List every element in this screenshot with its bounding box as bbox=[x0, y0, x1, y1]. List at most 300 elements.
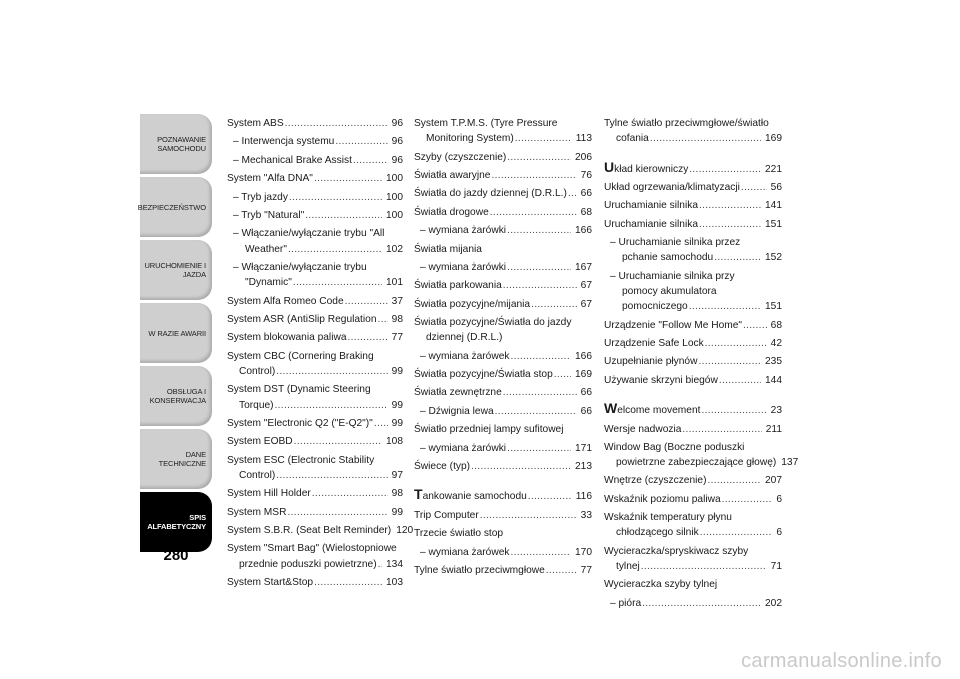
leader-dots bbox=[471, 459, 571, 474]
entry-text: Świece (typ) bbox=[414, 461, 471, 473]
index-entry[interactable] bbox=[604, 235, 782, 265]
leader-dots bbox=[314, 575, 382, 590]
entry-line bbox=[604, 336, 782, 351]
entry-heading: Wycieraczka szyby tylnej bbox=[604, 579, 718, 591]
entry-text: pchanie samochodu bbox=[622, 252, 714, 264]
leader-dots bbox=[275, 398, 388, 413]
leader-dots bbox=[287, 505, 387, 520]
chapter-tabs bbox=[137, 114, 212, 555]
entry-page: 202 bbox=[765, 597, 782, 609]
entry-page: 99 bbox=[391, 506, 403, 518]
index-entry[interactable] bbox=[227, 434, 403, 449]
entry-line bbox=[604, 318, 782, 333]
index-entry[interactable] bbox=[227, 453, 403, 483]
index-entry[interactable] bbox=[604, 269, 782, 315]
leader-dots bbox=[378, 557, 382, 572]
index-entry[interactable] bbox=[414, 186, 592, 201]
index-entry[interactable] bbox=[414, 297, 592, 312]
leader-dots bbox=[293, 275, 382, 290]
entry-text: Weather" bbox=[245, 243, 287, 255]
index-entry[interactable] bbox=[604, 401, 782, 418]
index-entry[interactable] bbox=[604, 473, 782, 488]
index-entry[interactable] bbox=[227, 541, 403, 571]
index-entry[interactable] bbox=[227, 153, 403, 168]
entry-line bbox=[414, 223, 592, 238]
entry-text: – Dźwignia lewa bbox=[420, 405, 494, 417]
entry-page: 102 bbox=[386, 243, 403, 255]
entry-line bbox=[414, 168, 592, 183]
leader-dots bbox=[288, 242, 382, 257]
entry-page: 100 bbox=[386, 209, 403, 221]
leader-dots bbox=[305, 208, 382, 223]
entry-text: Światła drogowe bbox=[414, 206, 489, 218]
entry-line bbox=[414, 404, 592, 419]
index-entry[interactable] bbox=[227, 575, 403, 590]
index-entry[interactable] bbox=[604, 422, 782, 437]
entry-line bbox=[227, 312, 403, 327]
entry-line bbox=[227, 486, 403, 501]
entry-line bbox=[414, 441, 592, 456]
index-entry[interactable] bbox=[414, 459, 592, 474]
entry-line bbox=[227, 416, 403, 431]
entry-page: 103 bbox=[386, 577, 403, 589]
leader-dots bbox=[699, 217, 761, 232]
entry-heading: Wycieraczka/spryskiwacz szyby bbox=[604, 545, 749, 557]
index-entry[interactable] bbox=[227, 523, 414, 538]
index-entry[interactable] bbox=[414, 385, 592, 400]
index-entry[interactable] bbox=[414, 508, 592, 523]
index-entry[interactable] bbox=[414, 278, 592, 293]
entry-page: 56 bbox=[770, 181, 782, 193]
index-entry[interactable] bbox=[604, 544, 782, 574]
index-entry[interactable] bbox=[227, 134, 403, 149]
entry-page: 96 bbox=[391, 136, 403, 148]
leader-dots bbox=[699, 198, 761, 213]
entry-text: "Dynamic" bbox=[245, 277, 292, 289]
entry-heading: – Włączanie/wyłączanie trybu "All bbox=[233, 228, 385, 240]
entry-page: 77 bbox=[391, 332, 403, 344]
entry-heading: System DST (Dynamic Steering bbox=[227, 384, 371, 396]
entry-text: Uzupełnianie płynów bbox=[604, 356, 698, 368]
entry-text: System Start&Stop bbox=[227, 577, 314, 589]
entry-page: 151 bbox=[765, 301, 782, 313]
entry-text: Urządzenie "Follow Me Home" bbox=[604, 319, 743, 331]
index-entry[interactable] bbox=[414, 563, 592, 578]
entry-text: System EOBD bbox=[227, 436, 293, 448]
index-entry[interactable] bbox=[414, 404, 592, 419]
entry-text: Światła parkowania bbox=[414, 280, 502, 292]
index-entry[interactable] bbox=[414, 260, 592, 275]
leader-dots bbox=[345, 294, 388, 309]
leader-dots bbox=[289, 190, 382, 205]
entry-heading: – Uruchamianie silnika przy bbox=[610, 270, 735, 282]
tab-obsluga[interactable]: OBSŁUGA I KONSERWACJA bbox=[140, 366, 212, 426]
entry-line bbox=[604, 160, 782, 177]
entry-text: System "Electronic Q2 ("E-Q2")" bbox=[227, 417, 373, 429]
index-entry[interactable] bbox=[227, 416, 403, 431]
entry-text: System Hill Holder bbox=[227, 488, 311, 500]
entry-page: 171 bbox=[575, 442, 592, 454]
leader-dots bbox=[642, 596, 761, 611]
index-entry[interactable] bbox=[227, 312, 403, 327]
entry-heading: Window Bag (Boczne poduszki bbox=[604, 441, 745, 453]
entry-page: 98 bbox=[391, 313, 403, 325]
entry-page: 77 bbox=[580, 565, 592, 576]
index-entry[interactable] bbox=[414, 150, 592, 165]
entry-heading: – Włączanie/wyłączanie trybu bbox=[233, 261, 367, 273]
entry-line bbox=[604, 492, 782, 507]
index-entry[interactable] bbox=[227, 294, 403, 309]
entry-text: – wymiana żarówek bbox=[420, 546, 510, 558]
leader-dots bbox=[507, 150, 571, 165]
entry-line bbox=[414, 186, 592, 201]
leader-dots bbox=[650, 131, 761, 146]
leader-dots bbox=[491, 168, 576, 183]
entry-heading: Tylne światło przeciwmgłowe/światło bbox=[604, 118, 769, 129]
leader-dots bbox=[312, 486, 388, 501]
entry-line bbox=[227, 116, 403, 131]
entry-page: 137 bbox=[781, 457, 799, 469]
leader-dots bbox=[510, 545, 571, 560]
entry-line bbox=[414, 367, 592, 382]
entry-text: Tylne światło przeciwmgłowe bbox=[414, 565, 545, 576]
index-entry[interactable] bbox=[414, 223, 592, 238]
leader-dots bbox=[689, 162, 761, 177]
entry-page: 211 bbox=[765, 423, 782, 435]
entry-line bbox=[227, 523, 414, 538]
index-entry[interactable] bbox=[414, 441, 592, 456]
entry-page: 99 bbox=[391, 365, 403, 377]
leader-dots bbox=[707, 473, 761, 488]
entry-text: chłodzącego silnik bbox=[616, 527, 699, 539]
entry-page: 152 bbox=[765, 252, 782, 264]
entry-line bbox=[414, 385, 592, 400]
entry-page: 37 bbox=[391, 295, 403, 307]
entry-text: Układ kierowniczy bbox=[604, 158, 689, 175]
entry-line bbox=[414, 545, 592, 560]
entry-page: 166 bbox=[575, 225, 592, 237]
entry-page: 96 bbox=[391, 154, 403, 166]
index-entry[interactable] bbox=[414, 526, 592, 541]
leader-dots bbox=[719, 373, 761, 388]
index-entry[interactable] bbox=[227, 349, 403, 379]
index-entry[interactable] bbox=[604, 116, 782, 146]
entry-heading: Wskaźnik temperatury płynu bbox=[604, 512, 732, 524]
entry-text: – Interwencja systemu bbox=[233, 136, 335, 148]
entry-line bbox=[604, 473, 782, 488]
entry-page: 169 bbox=[575, 369, 592, 381]
index-entry[interactable] bbox=[227, 190, 403, 205]
index-column-1 bbox=[227, 116, 414, 593]
entry-line bbox=[414, 563, 592, 578]
entry-line bbox=[227, 190, 403, 205]
leader-dots bbox=[495, 404, 577, 419]
entry-page: 67 bbox=[580, 280, 592, 292]
entry-line bbox=[227, 153, 403, 168]
entry-page: 42 bbox=[770, 337, 782, 349]
entry-line bbox=[604, 180, 782, 195]
entry-text: Monitoring System) bbox=[426, 133, 514, 145]
entry-text: Układ ogrzewania/klimatyzacji bbox=[604, 181, 740, 193]
entry-text: System ASR (AntiSlip Regulation bbox=[227, 313, 377, 325]
entry-line bbox=[414, 150, 592, 165]
entry-text: – pióra bbox=[610, 597, 642, 609]
entry-text: powietrzne zabezpieczające głowę) bbox=[616, 457, 777, 469]
entry-text: Światła zewnętrzne bbox=[414, 387, 502, 399]
entry-page: 6 bbox=[776, 493, 782, 505]
index-entry[interactable] bbox=[604, 318, 782, 333]
index-entry[interactable] bbox=[414, 422, 592, 437]
entry-heading: Światła pozycyjne/Światła do jazdy bbox=[414, 317, 572, 329]
leader-dots bbox=[507, 260, 571, 275]
leader-dots bbox=[507, 223, 571, 238]
leader-dots bbox=[515, 131, 572, 146]
entry-line bbox=[604, 198, 782, 213]
entry-text: Torque) bbox=[239, 399, 274, 411]
entry-line bbox=[227, 275, 403, 290]
entry-line bbox=[414, 508, 592, 523]
entry-text: Wnętrze (czyszczenie) bbox=[604, 475, 707, 487]
entry-line bbox=[227, 468, 403, 483]
index-entry[interactable] bbox=[227, 208, 403, 223]
entry-page: 23 bbox=[770, 405, 782, 417]
leader-dots bbox=[641, 559, 767, 574]
entry-text: Światła pozycyjne/Światła stop bbox=[414, 369, 553, 381]
tab-bezpieczenstwo[interactable]: BEZPIECZEŃSTWO bbox=[140, 177, 212, 237]
index-entry[interactable] bbox=[604, 336, 782, 351]
entry-line bbox=[227, 364, 403, 379]
entry-text: Wersje nadwozia bbox=[604, 423, 682, 435]
entry-text: System S.B.R. (Seat Belt Reminder) bbox=[227, 525, 392, 537]
entry-line bbox=[604, 596, 782, 611]
leader-dots bbox=[507, 441, 571, 456]
entry-line bbox=[227, 294, 403, 309]
index-entry[interactable] bbox=[604, 198, 782, 213]
entry-text: System MSR bbox=[227, 506, 287, 518]
section-letter: U bbox=[604, 158, 615, 175]
entry-page: 116 bbox=[575, 491, 592, 503]
index-entry[interactable] bbox=[604, 160, 782, 177]
index-entry[interactable] bbox=[604, 217, 782, 232]
index-entry[interactable] bbox=[414, 242, 592, 257]
entry-line bbox=[604, 422, 782, 437]
entry-text: – Tryb "Natural" bbox=[233, 209, 305, 221]
watermark: carmanualsonline.info bbox=[741, 650, 942, 672]
entry-page: 97 bbox=[391, 469, 403, 481]
entry-text: Światła do jazdy dziennej (D.R.L.) bbox=[414, 188, 567, 200]
entry-line bbox=[414, 459, 592, 474]
index-entry[interactable] bbox=[414, 315, 592, 345]
index-entry[interactable] bbox=[604, 373, 782, 388]
leader-dots bbox=[568, 186, 577, 201]
entry-page: 33 bbox=[580, 509, 592, 521]
entry-text: – wymiana żarówki bbox=[420, 442, 507, 454]
index-entry[interactable] bbox=[414, 205, 592, 220]
index-entry[interactable] bbox=[604, 180, 782, 195]
leader-dots bbox=[276, 468, 387, 483]
leader-dots bbox=[714, 250, 761, 265]
entry-page: 167 bbox=[575, 261, 592, 273]
index-entry[interactable] bbox=[227, 171, 403, 186]
section-letter: W bbox=[604, 400, 618, 417]
entry-page: 66 bbox=[580, 188, 592, 200]
entry-heading-cont: dziennej (D.R.L.) bbox=[426, 332, 503, 344]
entry-text: System ABS bbox=[227, 118, 284, 129]
leader-dots bbox=[294, 434, 382, 449]
entry-page: 76 bbox=[580, 169, 592, 181]
index-entry[interactable] bbox=[227, 116, 403, 131]
entry-line bbox=[227, 208, 403, 223]
index-entry[interactable] bbox=[414, 367, 592, 382]
entry-line bbox=[604, 250, 782, 265]
entry-page: 170 bbox=[575, 546, 592, 558]
entry-line bbox=[604, 299, 782, 314]
tab-poznawanie[interactable]: POZNAWANIE SAMOCHODU bbox=[140, 114, 212, 174]
leader-dots bbox=[503, 385, 577, 400]
index-entry[interactable] bbox=[604, 596, 782, 611]
entry-text: – Mechanical Brake Assist bbox=[233, 154, 352, 166]
leader-dots bbox=[335, 134, 387, 149]
leader-dots bbox=[377, 312, 387, 327]
entry-text: Control) bbox=[239, 469, 276, 481]
entry-text: – wymiana żarówek bbox=[420, 350, 510, 362]
entry-line bbox=[227, 398, 403, 413]
entry-page: 134 bbox=[386, 558, 403, 570]
leader-dots bbox=[554, 367, 571, 382]
entry-line bbox=[604, 455, 799, 470]
leader-dots bbox=[374, 416, 388, 431]
leader-dots bbox=[347, 330, 387, 345]
entry-text: Welcome movement bbox=[604, 400, 701, 417]
entry-line bbox=[604, 559, 782, 574]
entry-page: 68 bbox=[770, 319, 782, 331]
entry-text: System "Alfa DNA" bbox=[227, 173, 313, 185]
index-entry[interactable] bbox=[227, 226, 403, 256]
tab-w-razie-awarii[interactable]: W RAZIE AWARII bbox=[140, 303, 212, 363]
entry-text: Światła pozycyjne/mijania bbox=[414, 298, 531, 310]
entry-page: 120 bbox=[396, 525, 414, 537]
index-entry[interactable] bbox=[227, 486, 403, 501]
leader-dots bbox=[490, 205, 577, 220]
index-entry[interactable] bbox=[604, 510, 782, 540]
entry-page: 166 bbox=[575, 350, 592, 362]
leader-dots bbox=[705, 336, 767, 351]
index-entry[interactable] bbox=[604, 440, 799, 470]
tab-spis-alfabetyczny[interactable]: SPIS ALFABETYCZNY bbox=[140, 492, 212, 552]
leader-dots bbox=[682, 422, 761, 437]
entry-text: Uruchamianie silnika bbox=[604, 200, 698, 212]
leader-dots bbox=[285, 116, 388, 131]
entry-page: 100 bbox=[386, 173, 403, 185]
tab-uruchomienie[interactable]: URUCHOMIENIE I JAZDA bbox=[140, 240, 212, 300]
entry-page: 68 bbox=[580, 206, 592, 218]
index-entry[interactable] bbox=[604, 492, 782, 507]
entry-text: Tankowanie samochodu bbox=[414, 486, 527, 503]
entry-line bbox=[604, 525, 782, 540]
entry-text: przednie poduszki powietrzne) bbox=[239, 558, 377, 570]
entry-text: Światła awaryjne bbox=[414, 169, 491, 181]
index-entry[interactable] bbox=[604, 577, 782, 592]
entry-text: – wymiana żarówki bbox=[420, 225, 507, 237]
entry-line bbox=[414, 349, 592, 364]
index-entry[interactable] bbox=[414, 116, 592, 146]
entry-page: 66 bbox=[580, 387, 592, 399]
leader-dots bbox=[480, 508, 577, 523]
entry-page: 108 bbox=[386, 436, 403, 448]
leader-dots bbox=[503, 278, 577, 293]
index-entry[interactable] bbox=[414, 487, 592, 504]
entry-heading: System CBC (Cornering Braking bbox=[227, 350, 374, 362]
index-entry[interactable] bbox=[227, 330, 403, 345]
leader-dots bbox=[528, 489, 572, 504]
leader-dots bbox=[510, 349, 571, 364]
entry-text: Wskaźnik poziomu paliwa bbox=[604, 493, 721, 505]
entry-text: Używanie skrzyni biegów bbox=[604, 374, 718, 386]
entry-page: 100 bbox=[386, 191, 403, 203]
section-letter: T bbox=[414, 486, 423, 503]
entry-text: pomocniczego bbox=[622, 301, 688, 313]
tab-dane-techniczne[interactable]: DANE TECHNICZNE bbox=[140, 429, 212, 489]
entry-text: – wymiana żarówki bbox=[420, 261, 507, 273]
entry-line bbox=[414, 297, 592, 312]
leader-dots bbox=[698, 354, 761, 369]
entry-line bbox=[227, 134, 403, 149]
entry-page: 144 bbox=[765, 374, 782, 386]
entry-page: 96 bbox=[391, 118, 403, 129]
index-entry[interactable] bbox=[227, 260, 403, 290]
index-entry[interactable] bbox=[414, 168, 592, 183]
leader-dots bbox=[741, 180, 767, 195]
index-entry[interactable] bbox=[414, 545, 592, 560]
entry-heading-cont: pomocy akumulatora bbox=[622, 285, 717, 297]
entry-line bbox=[227, 505, 403, 520]
entry-line bbox=[414, 487, 592, 504]
entry-page: 235 bbox=[765, 356, 782, 368]
index-entry[interactable] bbox=[414, 349, 592, 364]
index-entry[interactable] bbox=[227, 505, 403, 520]
leader-dots bbox=[701, 403, 766, 418]
index-column-3 bbox=[604, 116, 799, 614]
entry-page: 101 bbox=[386, 277, 403, 289]
entry-text: Trip Computer bbox=[414, 509, 479, 521]
entry-page: 169 bbox=[765, 133, 782, 145]
entry-line bbox=[414, 260, 592, 275]
entry-text: tylnej bbox=[616, 561, 640, 573]
entry-page: 67 bbox=[580, 298, 592, 310]
entry-page: 66 bbox=[580, 405, 592, 417]
entry-text: Control) bbox=[239, 365, 276, 377]
entry-text: Urządzenie Safe Lock bbox=[604, 337, 704, 349]
entry-page: 113 bbox=[575, 133, 592, 145]
entry-page: 6 bbox=[776, 527, 782, 539]
entry-line bbox=[414, 205, 592, 220]
entry-page: 98 bbox=[391, 488, 403, 500]
entry-line bbox=[604, 401, 782, 418]
entry-page: 221 bbox=[765, 163, 782, 175]
leader-dots bbox=[314, 171, 382, 186]
entry-page: 141 bbox=[765, 200, 782, 212]
entry-heading: Światła mijania bbox=[414, 243, 482, 255]
entry-line bbox=[227, 575, 403, 590]
index-entry[interactable] bbox=[604, 354, 782, 369]
leader-dots bbox=[353, 153, 388, 168]
leader-dots bbox=[546, 563, 577, 578]
entry-text: Szyby (czyszczenie) bbox=[414, 151, 507, 163]
index-entry[interactable] bbox=[227, 382, 403, 412]
entry-line bbox=[604, 373, 782, 388]
leader-dots bbox=[531, 297, 577, 312]
entry-line bbox=[227, 242, 403, 257]
